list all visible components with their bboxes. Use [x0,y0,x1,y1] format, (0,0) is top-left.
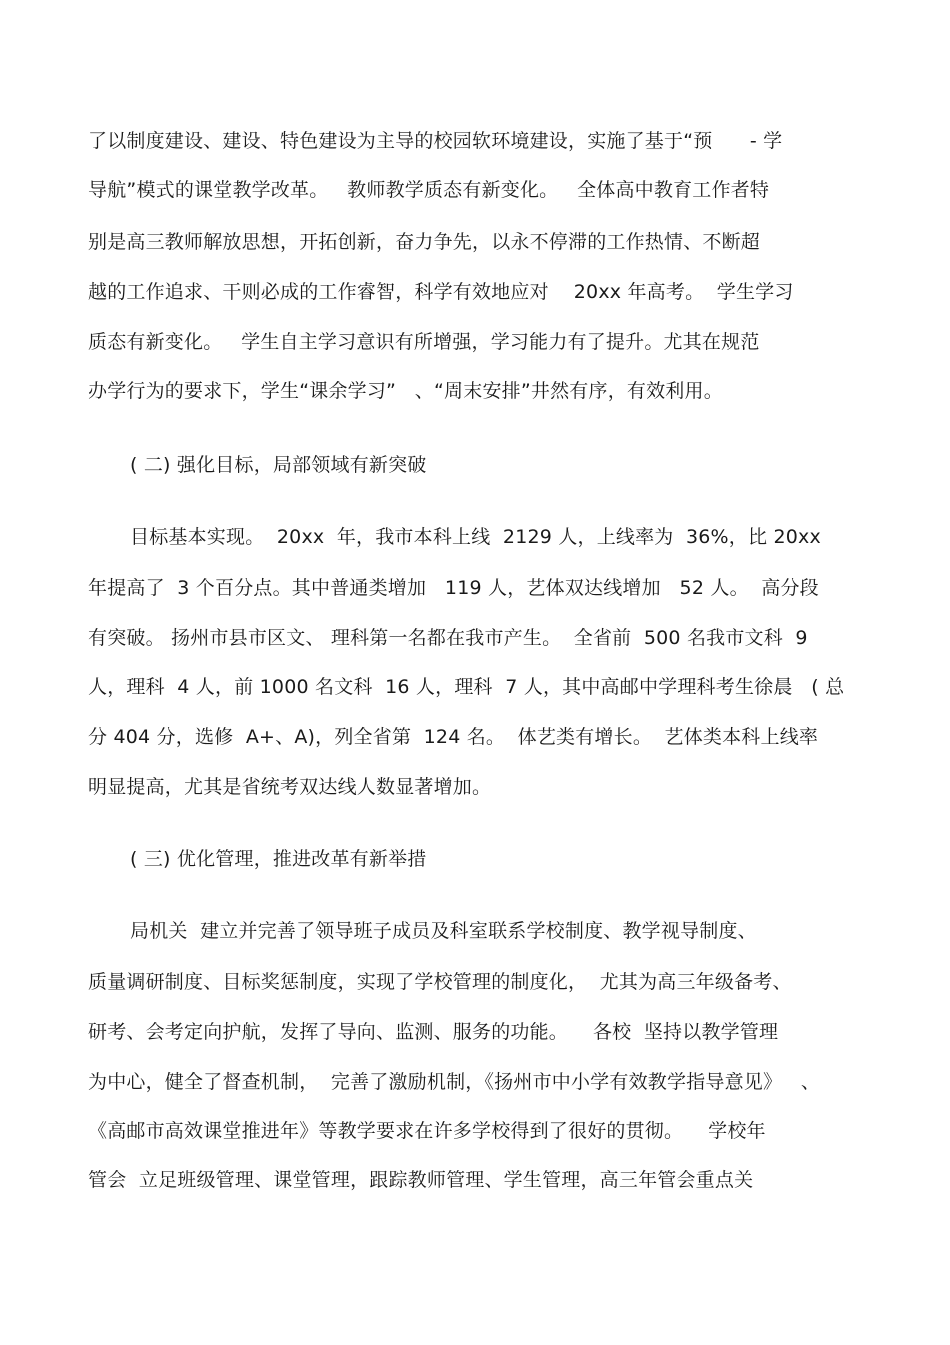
body-text-line: 目标基本实现。 20xx 年，我市本科上线 2129 人，上线率为 36%，比 20xx [130,526,821,548]
body-text-line: 导航”模式的课堂教学改革。 教师教学质态有新变化。 全体高中教育工作者特 [88,179,770,201]
body-text-line: 了以制度建设、建设、特色建设为主导的校园软环境建设，实施了基于“预 - 学 [88,130,783,152]
body-text-line: 越的工作追求、干则必成的工作睿智，科学有效地应对 20xx 年高考。 学生学习 [88,281,794,303]
body-text-line: 年提高了 3 个百分点。其中普通类增加 119 人，艺体双达线增加 52 人。 高分段 [88,577,819,599]
body-text-line: 别是高三教师解放思想，开拓创新，奋力争先，以永不停滞的工作热情、不断超 [88,231,761,253]
body-text-line: 《高邮市高效课堂推进年》等教学要求在许多学校得到了很好的贯彻。 学校年 [88,1120,766,1142]
body-text-line: 办学行为的要求下，学生“课余学习” 、“周末安排”井然有序，有效利用。 [88,380,723,402]
body-text-line: 人，理科 4 人，前 1000 名文科 16 人，理科 7 人，其中高邮中学理科考生徐晨 ( 总 [88,676,845,698]
body-text-line: 质量调研制度、目标奖惩制度，实现了学校管理的制度化， 尤其为高三年级备考、 [88,971,792,993]
section-heading-three: ( 三) 优化管理，推进改革有新举措 [130,848,427,870]
body-text-line: 质态有新变化。 学生自主学习意识有所增强，学习能力有了提升。尤其在规范 [88,331,760,353]
body-text-line: 分 404 分，选修 A+、A)，列全省第 124 名。 体艺类有增长。 艺体类本科上线率 [88,726,819,748]
body-text-line: 管会 立足班级管理、课堂管理，跟踪教师管理、学生管理，高三年管会重点关 [88,1169,754,1191]
body-text-line: 明显提高，尤其是省统考双达线人数显著增加。 [88,776,492,798]
body-text-line: 为中心，健全了督查机制， 完善了激励机制，《扬州市中小学有效教学指导意见》 、 [88,1071,821,1093]
body-text-line: 研考、会考定向护航，发挥了导向、监测、服务的功能。 各校 坚持以教学管理 [88,1021,779,1043]
body-text-line: 局机关 建立并完善了领导班子成员及科室联系学校制度、教学视导制度、 [130,920,757,942]
section-heading-two: ( 二) 强化目标，局部领域有新突破 [130,454,427,476]
body-text-line: 有突破。 扬州市县市区文、 理科第一名都在我市产生。 全省前 500 名我市文科 9 [88,627,808,649]
